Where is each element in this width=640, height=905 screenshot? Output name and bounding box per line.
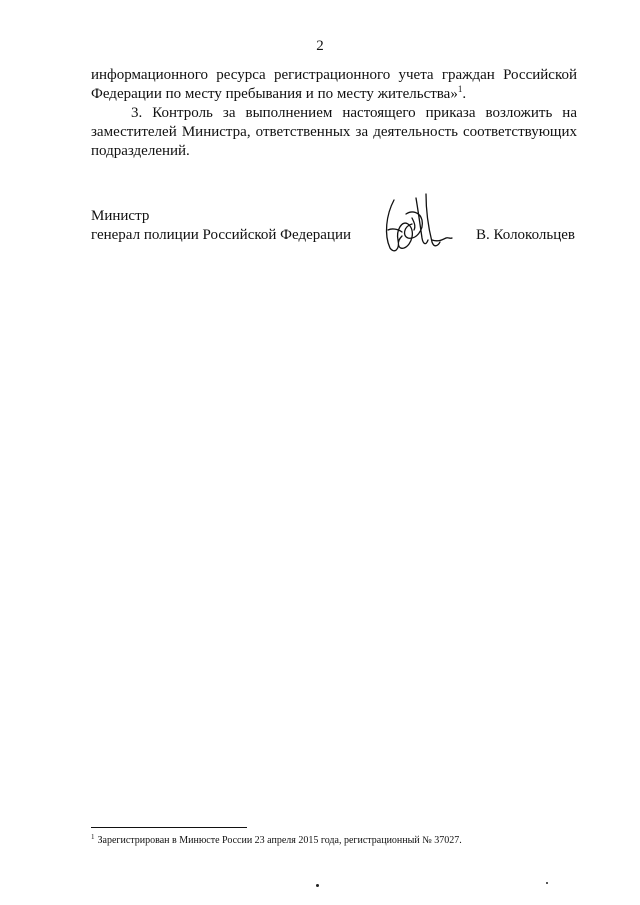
paragraph-2: 3. Контроль за выполнением настоящего приказа возложить на заместителей Министра, ответственных за деятельность соответствующих подразделений. bbox=[91, 105, 577, 159]
footnote-text: Зарегистрирован в Минюсте России 23 апреля 2015 года, регистрационный № 37027. bbox=[97, 835, 462, 846]
paragraph-1-line-2 bbox=[91, 85, 577, 104]
scan-speck bbox=[546, 882, 548, 884]
signer-rank: генерал полиции Российской Федерации bbox=[91, 227, 352, 243]
footnote-divider bbox=[91, 827, 247, 828]
signer-name: В. Колокольцев bbox=[476, 227, 575, 243]
handwritten-signature bbox=[376, 190, 456, 260]
body-text bbox=[91, 66, 577, 161]
paragraph-1-text: Федерации по месту пребывания и по месту жительства» bbox=[91, 86, 458, 102]
paragraph-1-line-1: информационного ресурса регистрационного учета граждан Российской bbox=[91, 67, 577, 83]
footnote-marker: 1 bbox=[91, 832, 95, 841]
paragraph-1-end: . bbox=[462, 86, 467, 102]
scan-speck bbox=[316, 884, 319, 887]
page-number: 2 bbox=[316, 38, 324, 54]
footnote bbox=[91, 834, 591, 847]
signature-block bbox=[91, 207, 581, 245]
footnote-reference: 1 bbox=[457, 84, 463, 94]
signer-position: Министр bbox=[91, 208, 150, 224]
